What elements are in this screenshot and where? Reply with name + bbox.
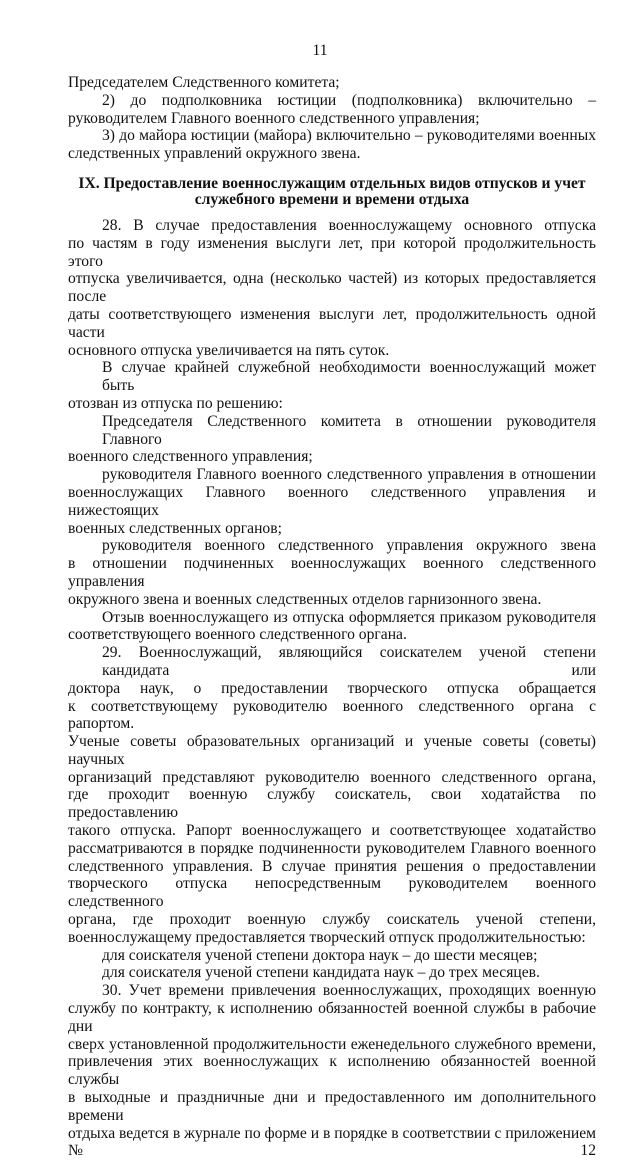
intro-paragraph-3 [68,127,596,145]
text-line: где проходит военную службу соискатель, свои ходатайства по предоставлению [68,786,596,822]
text-line: отпуска увеличивается, одна (несколько частей) из которых предоставляется после [68,270,596,306]
text-line: службу по контракту, к исполнению обязанностей военной службы в рабочие дни [68,1000,596,1035]
document-body [68,74,596,1160]
text-line: отдыха ведется в журнале по форме и в порядке в соответствии с приложением № 12 [68,1124,596,1160]
clause-29 [68,644,596,982]
text-line: рассматриваются в порядке подчиненности руководителем Главного военного [68,839,596,857]
text-line: в выходные и праздничные дни и предоставленного им дополнительного времени [68,1089,596,1124]
section-title [68,176,596,208]
text-line: соответствующего военного следственного органа. [68,626,407,644]
text-line: 3) до майора юстиции (майора) включительно – руководителями военных [102,127,596,145]
intro-paragraph-2 [68,92,596,110]
text-line: руководителя военного следственного управления окружного звена [102,537,596,555]
intro-paragraph-3-cont [68,145,596,163]
text-line: в отношении подчиненных военнослужащих военного следственного управления [68,555,596,590]
text-line: по частям в году изменения выслуги лет, при которой продолжительность этого [68,234,596,270]
text-line: 2) до подполковника юстиции (подполковника) включительно – [102,91,596,109]
text-line: военных следственных органов; [68,519,282,537]
text-line: доктора наук, о предоставлении творческого отпуска обращается [68,679,596,697]
intro-paragraph-1 [68,74,596,92]
text-line: Отзыв военнослужащего из отпуска оформляется приказом руководителя [102,608,596,626]
text-line: следственного управления. В случае принятия решения о предоставлении [68,857,596,875]
text-line: 30. Учет времени привлечения военнослужащих, проходящих военную [102,982,596,1000]
text-line: основного отпуска увеличивается на пять суток. [68,341,390,359]
clause-28 [68,217,596,644]
text-line: для соискателя ученой степени доктора наук – до шести месяцев; [102,946,538,964]
text-line: такого отпуска. Рапорт военнослужащего и соответствующее ходатайство [68,822,596,840]
text-line: органа, где проходит военную службу соискатель ученой степени, [68,911,596,929]
text-line: даты соответствующего изменения выслуги лет, продолжительность одной части [68,305,596,341]
text-line: военнослужащему предоставляется творческий отпуск продолжительностью: [68,928,586,946]
text-line: Председателя Следственного комитета в отношении руководителя Главного [102,412,596,448]
text-line: руководителем Главного военного следственного управления; [68,109,480,127]
text-line: сверх установленной продолжительности еженедельного служебного времени, [68,1035,596,1053]
text-line: военного следственного управления; [68,448,313,466]
page-number: 11 [312,42,328,59]
text-line: организаций представляют руководителю военного следственного органа, [68,768,596,786]
intro-paragraph-2-cont [68,110,596,128]
text-line: Председателем Следственного комитета; [68,74,340,91]
text-line: к соответствующему руководителю военного следственного органа с рапортом. [68,697,596,733]
text-line: В случае крайней служебной необходимости военнослужащий может быть [102,359,596,395]
text-line: следственных управлений окружного звена. [68,145,361,163]
text-line: 29. Военнослужащий, являющийся соискателем ученой степени кандидата или [102,644,596,679]
text-line: руководителя Главного военного следственного управления в отношении [102,466,596,484]
text-line: отозван из отпуска по решению: [68,394,283,412]
clause-30 [68,982,596,1160]
section-title-line: IX. Предоставление военнослужащим отдельных видов отпусков и учет [78,174,586,192]
text-line: для соискателя ученой степени кандидата наук – до трех месяцев. [102,964,540,982]
text-line: 28. В случае предоставления военнослужащему основного отпуска [102,216,596,234]
text-line: окружного звена и военных следственных отделов гарнизонного звена. [68,590,542,608]
text-line: Ученые советы образовательных организаций и ученые советы (советы) научных [68,733,596,768]
text-line: военнослужащих Главного военного следственного управления и нижестоящих [68,483,596,519]
text-line: привлечения этих военнослужащих к исполнению обязанностей военной службы [68,1053,596,1089]
text-line: творческого отпуска непосредственным руководителем военного следственного [68,875,596,911]
section-title-line: служебного времени и времени отдыха [194,190,470,208]
